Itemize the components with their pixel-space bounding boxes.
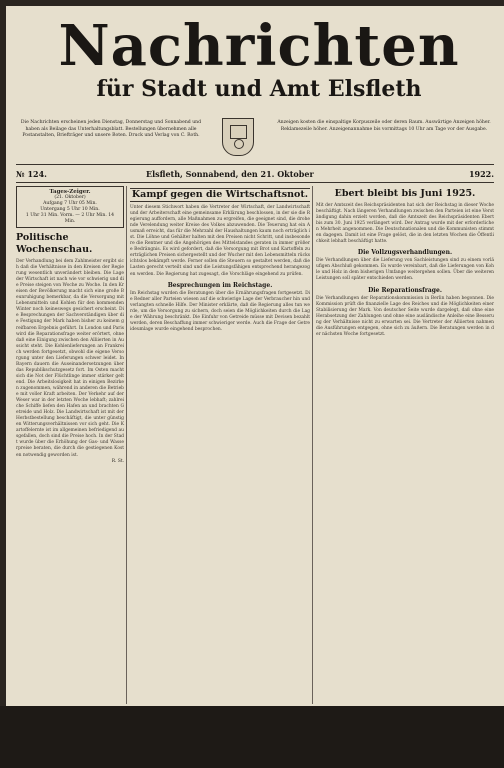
article-body: Die Verhandlungen über die Lieferung von Sachleistungen sind zu einem vorläufigen Abschluß gekommen. Es wurde vereinbart, daß die Lieferungen von Kohle und Holz in dem bisherigen Umfange weitergehen sollen. Über die weiteren Leistungen soll später entschieden werden.	[316, 258, 494, 282]
article-headline: Kampf gegen die Wirtschaftsnot.	[131, 189, 309, 200]
column-right	[316, 186, 494, 338]
advertising-info: Anzeigen kosten die einspaltige Korpuszeile oder deren Raum. Auswärtige Anzeigen höher. Reklamezeile höher. Anzeigenannahme bis vormittags 10 Uhr am Tage vor der Ausgabe.	[277, 120, 491, 132]
masthead	[20, 13, 498, 102]
masthead-rule	[16, 164, 494, 165]
issue-date: Elsfleth, Sonnabend, den 21. Oktober	[146, 169, 314, 179]
coat-of-arms-icon	[222, 118, 254, 156]
calendar-title: Tages-Zeiger.	[49, 189, 91, 195]
issue-year: 1922.	[468, 169, 494, 179]
article-body: Unter diesem Stichwort haben die Vertreter der Wirtschaft, der Landwirtschaft und der Arbeiterschaft eine gemeinsame Erklärung beschlossen, in der sie die Regierung auffordern, alle Maßnahmen zu ergreifen, die geeignet sind, die drohende Verelendung weiter Kreise des Volkes abzuwenden. Die Teuerung hat ein Ausmaß erreicht, das für die Mehrzahl der Haushaltungen kaum noch erträglich ist. Die Löhne und Gehälter halten mit den Preisen nicht Schritt, und insbesondere die Rentner und die Angehörigen des Mittelstandes geraten in immer größere Bedrängnis. Es wird gefordert, daß die Versorgung mit Brot und Kartoffeln zu erträglichen Preisen sichergestellt und der Wucher mit den Lebensmitteln rücksichtslos bekämpft werde. Ferner sollen die Steuern so gestaltet werden, daß die Lasten gerecht verteilt sind und die Leistungsfähigen entsprechend herangezogen werden. Die Regierung hat zugesagt, die Vorschläge eingehend zu prüfen.	[130, 205, 310, 277]
publication-info: Die Nachrichten erscheinen jeden Dienstag, Donnerstag und Sonnabend und haben als Beilage das Unterhaltungsblatt. Bestellungen übernehmen alle Postanstalten, Briefträger und unsere Boten. Druck und Verlag von C. Roth.	[20, 120, 202, 139]
calendar-line: Untergang 5 Uhr 10 Min.	[40, 207, 100, 212]
column-divider	[312, 186, 313, 704]
article-subhead: Die Vollzugsverhandlungen.	[357, 249, 453, 257]
calendar-line: (21. Oktober)	[54, 195, 86, 200]
article-headline: Ebert bleibt bis Juni 1925.	[334, 188, 476, 199]
newspaper-title: Nachrichten	[58, 13, 460, 79]
column-middle	[130, 186, 310, 333]
column-divider	[126, 186, 127, 704]
article-signature: R. St.	[111, 458, 124, 464]
article-body: Im Reichstag wurden die Beratungen über die Ernährungsfragen fortgesetzt. Die Redner aller Parteien wiesen auf die schwierige Lage der Verbraucher hin und verlangten schnelle Hilfe. Der Minister erklärte, daß die Regierung alles tun werde, um die Versorgung zu sichern, doch seien die Möglichkeiten durch die Lage der Währung beschränkt. Die Einfuhr von Getreide müsse mit Devisen bezahlt werden, deren Beschaffung immer schwieriger werde. Auch die Frage der Getreideumlage wurde eingehend besprochen.	[130, 290, 310, 332]
article-headline: Politische Wochenschau.	[16, 232, 93, 255]
article-body: Die Verhandlungen der Reparationskommission in Berlin haben begonnen. Die Kommission prüft die finanzielle Lage des Reiches und die Möglichkeiten einer Stabilisierung der Mark. Von deutscher Seite wurde dargelegt, daß ohne eine Herabsetzung der Zahlungen und ohne eine ausländische Anleihe eine Besserung der Verhältnisse nicht zu erwarten sei. Die Vertreter der Alliierten nahmen die Ausführungen entgegen, ohne sich zu äußern. Die Beratungen werden in der nächsten Woche fortgesetzt.	[316, 295, 494, 337]
article-subhead: Die Reparationsfrage.	[368, 286, 442, 294]
dateline-rule	[16, 182, 494, 183]
scan-background	[0, 706, 504, 768]
calendar-line: 1 Uhr 31 Min. Vorm. — 2 Uhr Min. 14 Min.	[25, 213, 115, 224]
column-left	[16, 186, 124, 464]
newspaper-subtitle: für Stadt und Amt Elsfleth	[96, 76, 422, 102]
calendar-line: Aufgang 7 Uhr 05 Min.	[43, 201, 97, 206]
calendar-box	[16, 186, 124, 228]
dateline	[16, 167, 494, 181]
article-body: Mit der Amtszeit des Reichspräsidenten hat sich der Reichstag in dieser Woche beschäftigt. Nach längeren Verhandlungen zwischen den Parteien ist eine Verständigung dahin erzielt worden, daß die Amtszeit des Reichspräsidenten Ebert bis zum 30. Juni 1925 verlängert wird. Der Antrag wurde mit der erforderlichen Mehrheit angenommen. Die Deutschnationalen und die Kommunisten stimmten dagegen. Damit ist eine Frage gelöst, die in den letzten Wochen die Öffentlichkeit lebhaft beschäftigt hatte.	[316, 203, 494, 245]
article-subhead: Besprechungen im Reichstage.	[167, 281, 273, 289]
newspaper-page	[6, 6, 504, 706]
article-body: Der Verhandlung bei dem Zahlmeister ergibt sich daß die Verhältnisse in den Kreisen der Regierung wesentlich unverändert bleiben. Die Lage der Wirtschaft ist nach wie vor schwierig und die Preise steigen von Woche zu Woche. In den Kreisen der Bevölkerung macht sich eine große Beunruhigung bemerkbar, da die Versorgung mit Lebensmitteln und Kohlen für den kommenden Winter noch keineswegs gesichert erscheint. Die Besprechungen der Sachverständigen über die Festigung der Mark haben bisher zu keinem greifbaren Ergebnis geführt. In London und Paris wird die Reparationsfrage weiter erörtert, ohne daß eine Einigung zwischen den Alliierten in Aussicht steht. Die Kohlenlieferungen an Frankreich werden fortgesetzt, obwohl die eigene Versorgung unter den Lieferungen schwer leidet. In Bayern dauern die Auseinandersetzungen über das Republikschutzgesetz fort. Im Osten macht sich die Not der Flüchtlinge immer stärker geltend. Die Arbeitslosigkeit hat in einigen Bezirken zugenommen, während in anderen die Betriebe mit voller Kraft arbeiten. Der Verkehr auf der Weser war in der letzten Woche lebhaft; zahlreiche Schiffe liefen den Hafen an und brachten Getreide und Holz. Die Landwirtschaft ist mit der Herbstbestellung beschäftigt, die unter günstigen Witterungsverhältnissen vor sich geht. Die Kartoffelernte ist im allgemeinen befriedigend ausgefallen, doch sind die Preise hoch. In der Stadt wurde über die Erhöhung der Gas- und Wasserpreise beraten, die durch die gestiegenen Kosten notwendig geworden ist.	[16, 259, 124, 458]
issue-number: № 124.	[16, 169, 47, 179]
